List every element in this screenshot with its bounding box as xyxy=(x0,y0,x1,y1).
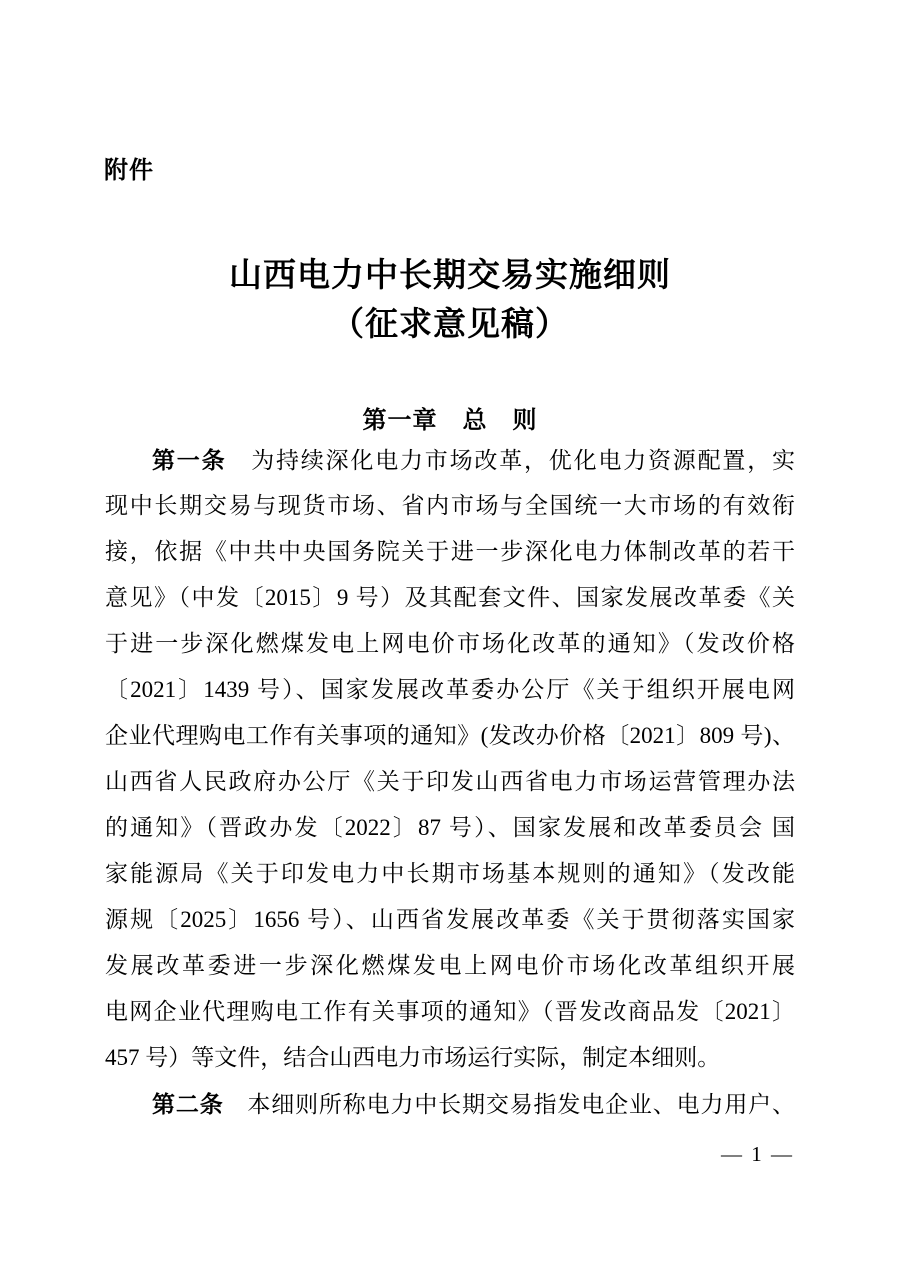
body-line: 457 号）等文件，结合山西电力市场运行实际，制定本细则。 xyxy=(105,1045,721,1070)
article-number: 第二条 xyxy=(152,1091,224,1117)
page-number: — 1 — xyxy=(721,1142,794,1166)
title-line-1: 山西电力中长期交易实施细则 xyxy=(229,258,671,294)
body-line: 企业代理购电工作有关事项的通知》(发改办价格〔2021〕809 号)、 xyxy=(105,723,795,748)
body-line: 电网企业代理购电工作有关事项的通知》（晋发改商品发〔2021〕 xyxy=(105,999,795,1024)
body-line: 意见》（中发〔2015〕9 号）及其配套文件、国家发展改革委《关 xyxy=(105,585,795,610)
article-number: 第一条 xyxy=(152,447,227,473)
title-line-2: （征求意见稿） xyxy=(331,307,569,343)
body-line: 现中长期交易与现货市场、省内市场与全国统一大市场的有效衔 xyxy=(105,493,795,518)
body-line: 山西省人民政府办公厅《关于印发山西省电力市场运营管理办法 xyxy=(105,769,795,794)
body-line: 发展改革委进一步深化燃煤发电上网电价市场化改革组织开展 xyxy=(105,953,795,978)
body-line: 第一条 为持续深化电力市场改革，优化电力资源配置，实 xyxy=(152,447,795,473)
document-body xyxy=(105,437,795,1127)
body-line: 接，依据《中共中央国务院关于进一步深化电力体制改革的若干 xyxy=(105,539,795,564)
body-line: 源规〔2025〕1656 号）、山西省发展改革委《关于贯彻落实国家 xyxy=(105,907,795,932)
document-title xyxy=(0,252,900,350)
body-line: 〔2021〕1439 号）、国家发展改革委办公厅《关于组织开展电网 xyxy=(105,677,795,702)
body-line: 家能源局《关于印发电力中长期市场基本规则的通知》（发改能 xyxy=(105,861,795,886)
body-line: 第二条 本细则所称电力中长期交易指发电企业、电力用户、 xyxy=(152,1091,795,1117)
body-line: 于进一步深化燃煤发电上网电价市场化改革的通知》（发改价格 xyxy=(105,631,795,656)
attachment-label: 附件 xyxy=(104,157,154,184)
body-line: 的通知》（晋政办发〔2022〕87 号）、国家发展和改革委员会 国 xyxy=(105,815,795,840)
chapter-heading: 第一章 总 则 xyxy=(362,407,538,434)
